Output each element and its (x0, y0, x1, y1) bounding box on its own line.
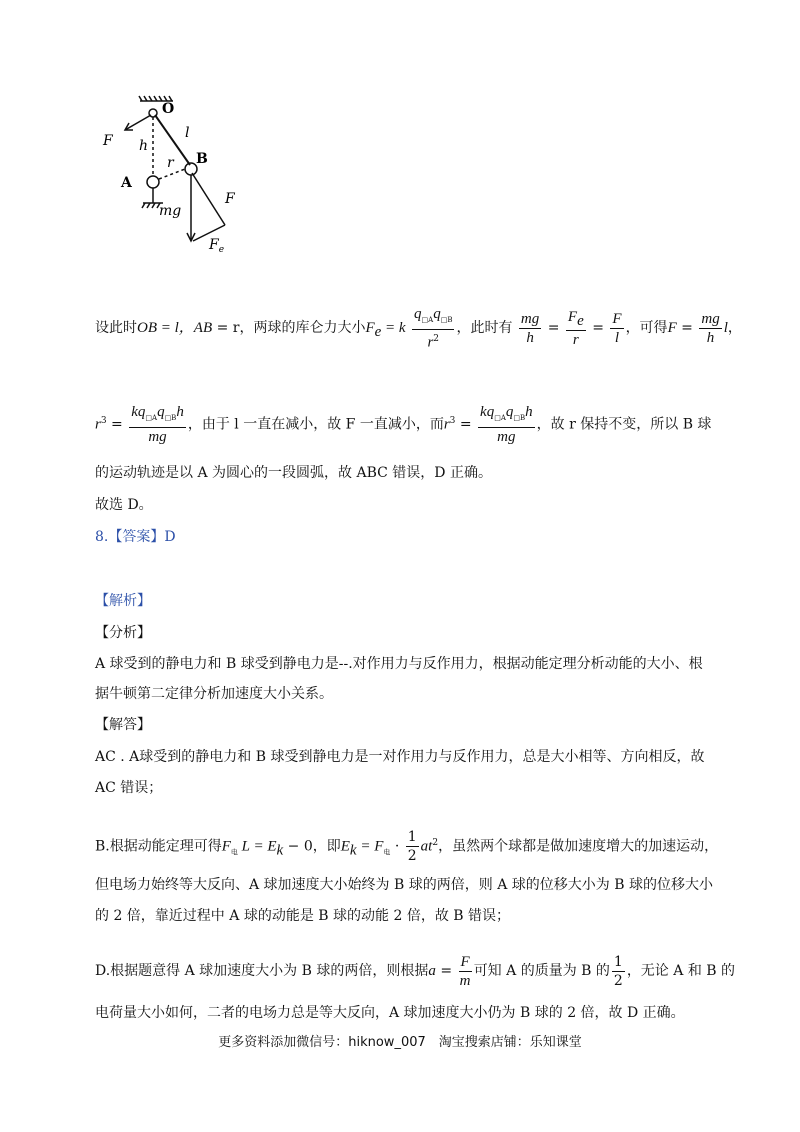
equation-line-2: $r^3$ = $\frac{kq_{□A}q_{□B}h}{mg}$ ，由于 l 一直在减小，故 F 一直减小，而$r^3$ = $\frac{kq_{□A}q_{□B}h}{mg}$ ，故 r 保持不变，所以 B 球 (95, 404, 712, 446)
label-fe: $F_e$ (209, 237, 225, 255)
equation-line-3: B.根据动能定理可得$F_电$ $L = E_k - 0$，即$E_k = F_电$ · $\frac{1}{2}$ $at^2$，虽然两个球都是做加速度增大的加速运动， (95, 829, 719, 865)
text-line-8: A 球受到的静电力和 B 球受到静电力是--.对作用力与反作用力，根据动能定理分析动能的大小、根 (95, 656, 703, 672)
text-line-3: 的运动轨迹是以 A 为圆心的一段圆弧，故 ABC 错误，D 正确。 (95, 465, 492, 481)
label-l: l (185, 125, 190, 141)
footer: 更多资料添加微信号：hiknow_007 淘宝搜索店铺：乐知课堂 (218, 1035, 582, 1050)
answer-heading: 8.【答案】D (95, 529, 176, 545)
label-b: B (196, 151, 208, 167)
text-line-4: 故选 D。 (95, 497, 153, 513)
text-line-15: 的 2 倍，靠近过程中 A 球的动能是 B 球的动能 2 倍，故 B 错误； (95, 908, 511, 924)
label-f2: F (225, 191, 235, 207)
analysis-heading: 【解析】 (95, 593, 151, 609)
equation-line-1: 设此时OB = l，AB = r，两球的库仑力大小$F_e = k$ $\frac{q_{□A}q_{□B}}{r^2}$ ，此时有 $\frac{mg}{h}$ = $\frac{F_e}{r}$ = $\frac{F}{l}$ ，可得F = $\frac{mg}{h}$ l， (95, 306, 742, 351)
text-line-12: AC 错误； (95, 780, 163, 796)
label-mg: mg (159, 203, 182, 219)
text-line-17: 电荷量大小如何，二者的电场力总是等大反向，A 球加速度大小仍为 B 球的 2 倍，故 D 正确。 (95, 1005, 685, 1021)
label-r: r (167, 155, 174, 171)
text-line-14: 但电场力始终等大反向、A 球加速度大小始终为 B 球的两倍，则 A 球的位移大小为 B 球的位移大小 (95, 877, 713, 893)
label-f: F (103, 133, 113, 149)
section-fenxi: 【分析】 (95, 625, 151, 641)
text-line-11: AC . A球受到的静电力和 B 球受到静电力是一对作用力与反作用力，总是大小相等、方向相反，故 (95, 749, 705, 765)
section-jieda: 【解答】 (95, 717, 151, 733)
label-a: A (121, 175, 132, 191)
label-h: h (139, 138, 149, 154)
label-o: O (162, 101, 175, 117)
equation-line-4: D.根据题意得 A 球加速度大小为 B 球的两倍，则根据a = $\frac{F}{m}$ 可知 A 的质量为 B 的 $\frac{1}{2}$ ，无论 A 和 B 的 (95, 953, 736, 989)
physics-diagram (95, 95, 255, 255)
text-line-9: 据牛顿第二定律分析加速度大小关系。 (95, 686, 333, 702)
